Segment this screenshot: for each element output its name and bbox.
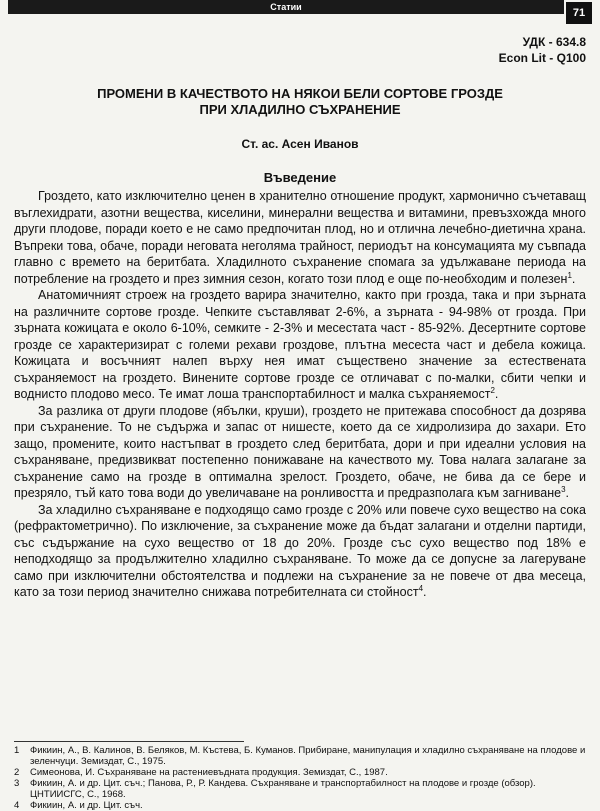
footnote-ref: 4 [418,583,424,593]
article-body [14,188,586,601]
footnote: 3 Фикиин, А. и др. Цит. съч.; Панова, Р., Р. Кандева. Съхраняване и транспортабилност на плодове и грозде (обзор). ЦНТИИСГС, С., 1968. [14,778,536,800]
footnote-ref: 1 [567,270,572,280]
footnote-ref: 2 [490,385,495,395]
footnote: 1 Фикиин, А., В. Калинов, В. Беляков, М. Къcтева, Б. Куманов. Прибиране, манипулация и хладилно съхраняване на плодове и зеленчуци. Земиздат, С., 1975. [14,745,586,767]
page-number: 71 [566,2,592,24]
udk-code: УДК - 634.8 [522,35,586,49]
paragraph: Гроздето, като изключително ценен в хранително отношение продукт, хармонично съчетаващ въглехидрати, азотни вещества, киселини, минерални вещества и витамини, превъзхожда много други плодове, поради което е не само предпочитан плод, но и отлична лечебно-диетична храна. Въпреки това, обаче, поради неговата неголяма трайност, периодът на консумацията му съвпада главно с времето на беритбата. Хладилното съхранение спомага за удължаване периода на потребление на гроздето и през зимния сезон, когато този плод е още по-необходим и полезен$^1$. [14,189,586,286]
econlit-code: Econ Lit - Q100 [498,51,586,65]
classification-codes [499,34,586,66]
footnote: 2 Симеонова, И. Съхраняване на растениевъдната продукция. Земиздат, С., 1987. [14,767,388,778]
paragraph: Анатомичният строеж на гроздето варира значително, както при грозда, така и при зърната на различните сортове грозде. Чепките съставляват 2-6%, а зърната - 94-98% от грозда. При зърната кожицата е около 6-10%, семките - 2-3% и месестата част - 85-92%. Десертните сортове грозде се характеризират с големи рехави гроздове, плътна месеста част и дебела кожица. Кожицата и восъчният налеп върху нея имат съществено значение за естествената съхраняемост на гроздето. Винените сортове грозде се отличават с по-малки, сбити чепки и воднисто плодово месо. Те имат лоша транспортабилност и малка съхраняемост$^2$. [14,288,586,401]
footnote-ref: 3 [561,484,566,494]
article-title [20,86,580,118]
section-heading: Въведение [263,170,337,185]
running-header [8,0,564,14]
title-line-1: ПРОМЕНИ В КАЧЕСТВОТО НА НЯКОИ БЕЛИ СОРТОВЕ ГРОЗДЕ [97,86,503,101]
footnotes [14,745,586,811]
section-label: Статии [270,2,302,12]
footnote-divider [14,741,244,742]
paragraph: За хладилно съхраняване е подходящо само грозде с 20% или повече сухо вещество на сока (рефрактометрично). По изключение, за съхранение може да бъдат залагани и отделни партиди, със съдържание на сухо вещество от 18 до 20%. Грозде със сухо вещество под 18% е неподходящо за продължително хладилно съхраняване. То може да се допусне за лагеруване само при изключителни обстоятелства и подлежи на съхранение за не повече от два месеца, като за този период значително снижава потребителната си стойност$^4$. [14,502,586,599]
paragraph: За разлика от други плодове (ябълки, круши), гроздето не притежава способност да дозрява при съхранение. То не съдържа и запас от нишесте, което да се хидролизира до захари. Ето защо, промените, които настъпват в гроздето след беритбата, дори и при идеални условия на съхраняване, предизвикват постепенно понижаване на качеството му. Това налага залагане за съхранение само на грозде в оптимална зрелост. Гроздето, обаче, не бива да се бере и презряло, тъй като това води до увеличаване на ронливостта и предразполага към загниване$^3$. [14,403,586,500]
footnote: 4 Фикиин, А. и др. Цит. съч. [14,800,143,811]
author-name: Ст. ас. Асен Иванов [241,137,359,151]
title-line-2: ПРИ ХЛАДИЛНО СЪХРАНЕНИЕ [199,102,401,117]
